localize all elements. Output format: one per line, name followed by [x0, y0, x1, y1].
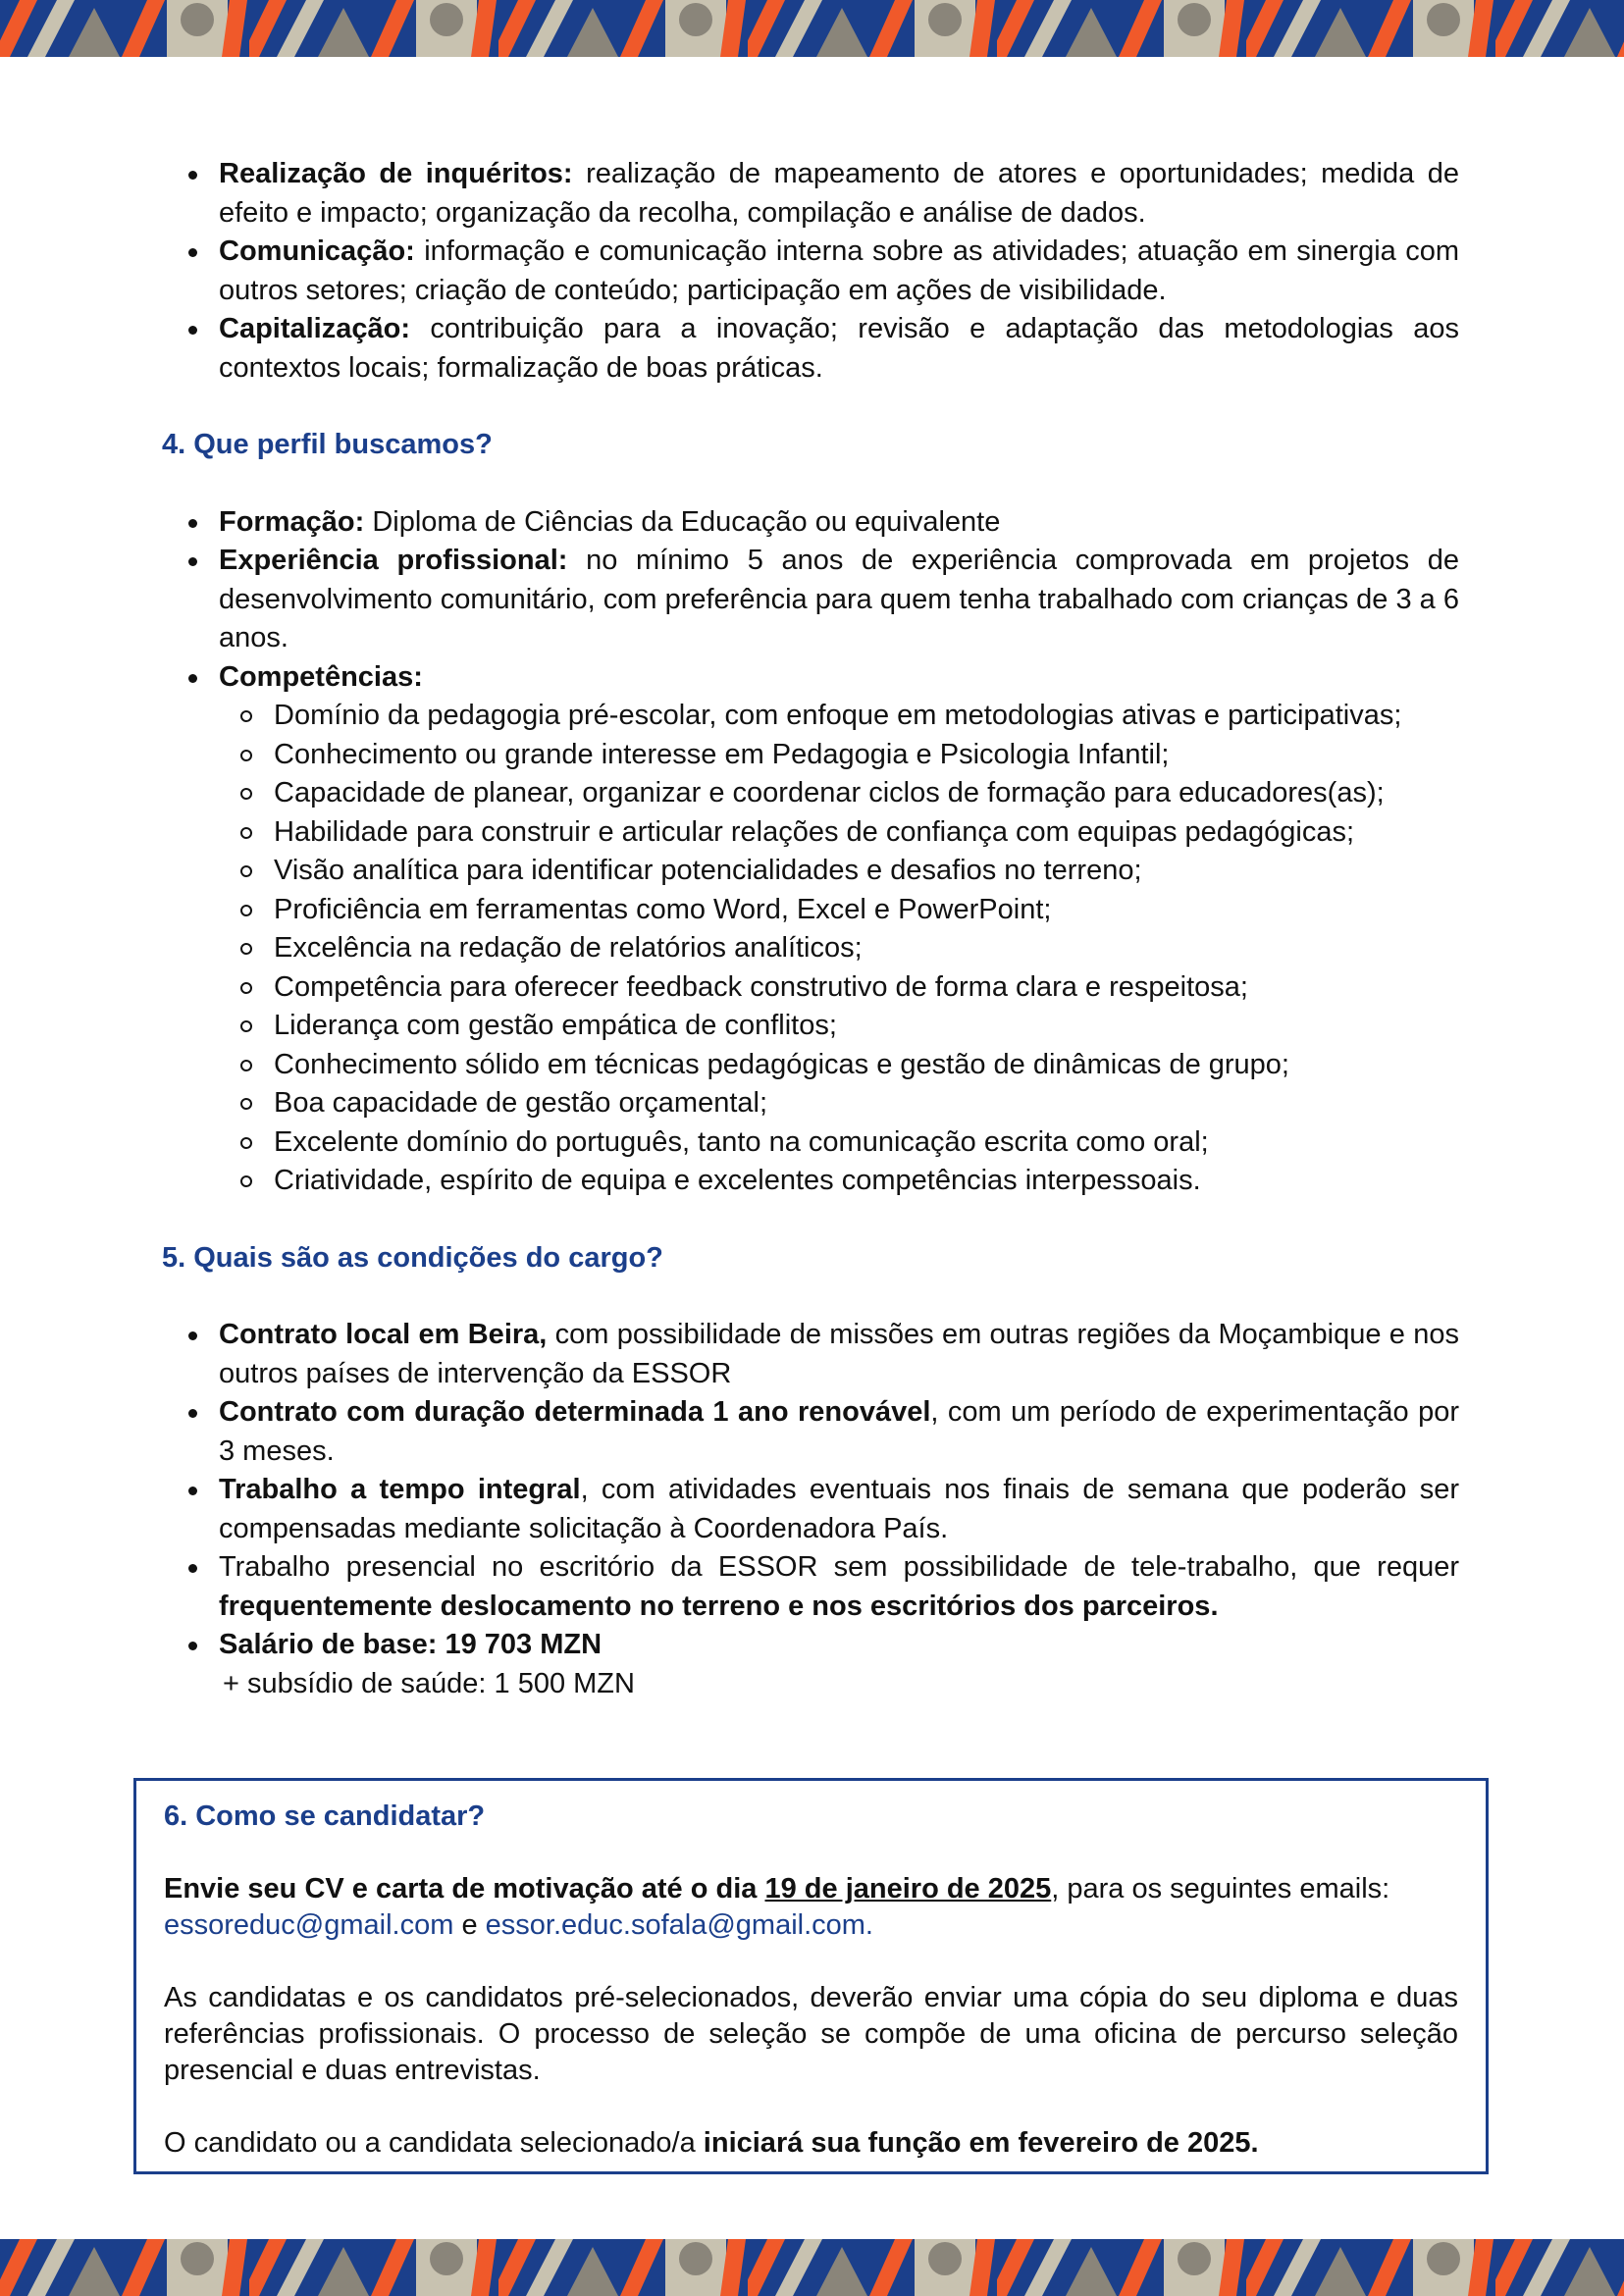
list-item: Excelente domínio do português, tanto na comunicação escrita como oral; [274, 1123, 1459, 1163]
list-item: Formação: Diploma de Ciências da Educação ou equivalente [219, 503, 1459, 543]
list-item: Criatividade, espírito de equipa e excelentes competências interpessoais. [274, 1162, 1459, 1201]
application-box [133, 1778, 1489, 2174]
bottom-decorative-band [0, 2239, 1624, 2296]
document-body [162, 155, 1459, 1703]
list-item: Realização de inquéritos: realização de mapeamento de atores e oportunidades; medida de efeito e impacto; organização da recolha, compilação e análise de dados. [219, 155, 1459, 233]
section-3-list [162, 155, 1459, 388]
section-6-heading: 6. Como se candidatar? [164, 1800, 486, 1832]
email-link-2[interactable]: essor.educ.sofala@gmail.com. [485, 1909, 873, 1941]
deadline-date: 19 de janeiro de 2025 [764, 1873, 1052, 1905]
start-date-text: O candidato ou a candidata selecionado/a iniciará sua função em fevereiro de 2025. [164, 2127, 1259, 2159]
list-item: Excelência na redação de relatórios analíticos; [274, 929, 1459, 968]
list-item: Boa capacidade de gestão orçamental; [274, 1084, 1459, 1123]
salary-extra: + subsídio de saúde: 1 500 MZN [223, 1667, 635, 1699]
list-item: Trabalho presencial no escritório da ESSOR sem possibilidade de tele-trabalho, que requer frequentemente deslocamento no terreno e nos escritórios dos parceiros. [219, 1548, 1459, 1626]
top-decorative-band [0, 0, 1624, 57]
list-item: Conhecimento sólido em técnicas pedagógicas e gestão de dinâmicas de grupo; [274, 1046, 1459, 1085]
list-item: Domínio da pedagogia pré-escolar, com enfoque em metodologias ativas e participativas; [274, 697, 1459, 736]
section-4-list [162, 503, 1459, 1201]
list-item: Competência para oferecer feedback construtivo de forma clara e respeitosa; [274, 968, 1459, 1008]
competencias-list [219, 697, 1459, 1201]
list-item: Contrato local em Beira, com possibilidade de missões em outras regiões da Moçambique e nos outros países de intervenção da ESSOR [219, 1316, 1459, 1393]
list-item: Conhecimento ou grande interesse em Pedagogia e Psicologia Infantil; [274, 736, 1459, 775]
list-item: Visão analítica para identificar potencialidades e desafios no terreno; [274, 852, 1459, 891]
email-link-1[interactable]: essoreduc@gmail.com [164, 1909, 454, 1941]
list-item: Capacidade de planear, organizar e coordenar ciclos de formação para educadores(as); [274, 774, 1459, 813]
list-item: Salário de base: 19 703 MZN + subsídio de saúde: 1 500 MZN [219, 1626, 1459, 1703]
section-4-heading: 4. Que perfil buscamos? [162, 429, 493, 460]
apply-instructions: Envie seu CV e carta de motivação até o dia 19 de janeiro de 2025, para os seguintes emails: essoreduc@gmail.com e essor.educ.sofala@gmail.com. [164, 1873, 1390, 1941]
section-5-list [162, 1316, 1459, 1703]
list-item: Contrato com duração determinada 1 ano renovável, com um período de experimentação por 3 meses. [219, 1393, 1459, 1471]
list-item: Competências: Domínio da pedagogia pré-escolar, com enfoque em metodologias ativas e participativas; Conhecimento ou grande interesse em Pedagogia e Psicologia Infantil; Capacidade de planear, organizar e coordenar ciclos de formação para educadores(as); Habilidade para construir e articular relações de confiança com equipas pedagógicas; Visão analítica para identificar potencialidades e desafios no terreno; Proficiência em ferramentas como Word, Excel e PowerPoint; Excelência na redação de relatórios analíticos; Competência para oferecer feedback construtivo de forma clara e respeitosa; Liderança com gestão empática de conflitos; Conhecimento sólido em técnicas pedagógicas e gestão de dinâmicas de grupo; Boa capacidade de gestão orçamental; Excelente domínio do português, tanto na comunicação escrita como oral; Criatividade, espírito de equipa e excelentes competências interpessoais. [219, 658, 1459, 1201]
section-5-heading: 5. Quais são as condições do cargo? [162, 1241, 663, 1274]
list-item: Liderança com gestão empática de conflitos; [274, 1007, 1459, 1046]
preselection-text: As candidatas e os candidatos pré-selecionados, deverão enviar uma cópia do seu diploma e duas referências profissionais. O processo de seleção se compõe de uma oficina de percurso seleção presencial e duas entrevistas. [164, 1982, 1458, 2086]
list-item: Habilidade para construir e articular relações de confiança com equipas pedagógicas; [274, 813, 1459, 853]
list-item: Capitalização: contribuição para a inovação; revisão e adaptação das metodologias aos contextos locais; formalização de boas práticas. [219, 310, 1459, 388]
list-item: Comunicação: informação e comunicação interna sobre as atividades; atuação em sinergia com outros setores; criação de conteúdo; participação em ações de visibilidade. [219, 233, 1459, 310]
list-item: Proficiência em ferramentas como Word, Excel e PowerPoint; [274, 891, 1459, 930]
list-item: Experiência profissional: no mínimo 5 anos de experiência comprovada em projetos de desenvolvimento comunitário, com preferência para quem tenha trabalhado com crianças de 3 a 6 anos. [219, 542, 1459, 658]
list-item: Trabalho a tempo integral, com atividades eventuais nos finais de semana que poderão ser compensadas mediante solicitação à Coordenadora País. [219, 1471, 1459, 1548]
